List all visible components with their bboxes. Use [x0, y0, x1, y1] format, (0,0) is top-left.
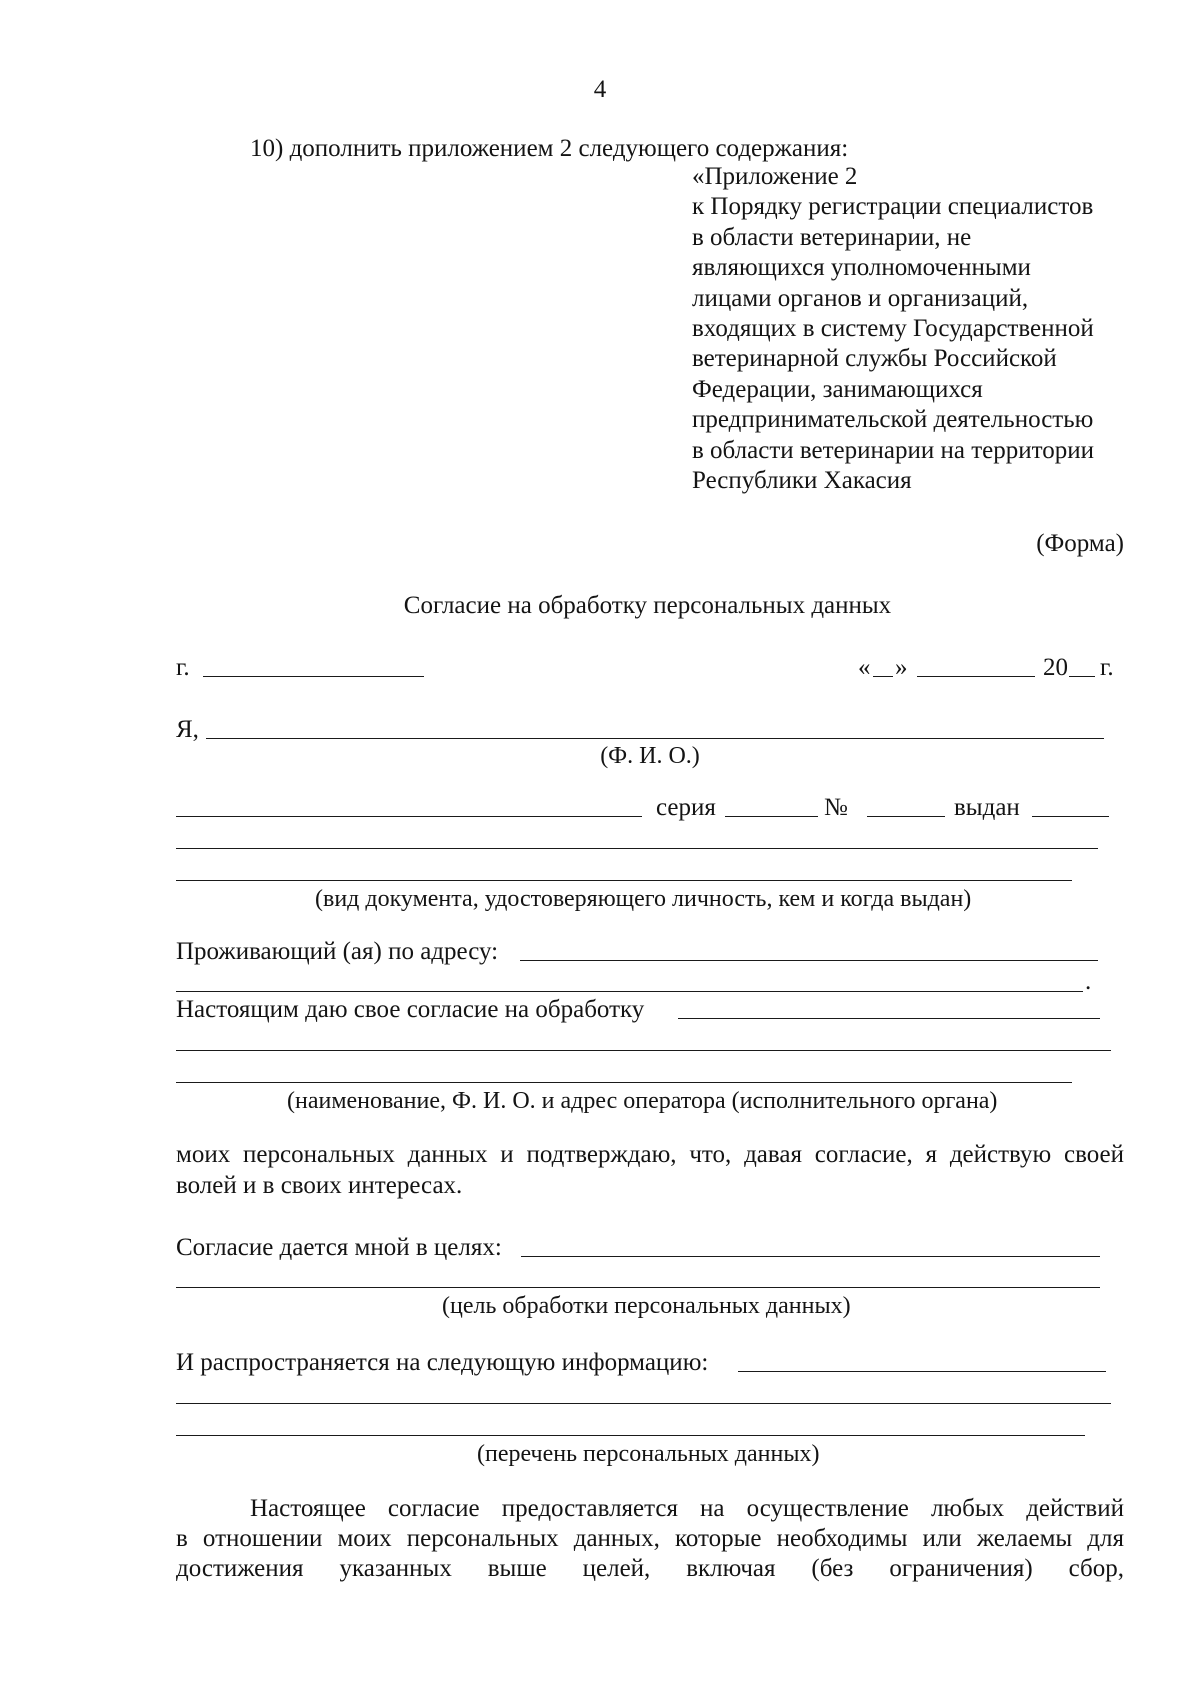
issued-label: выдан	[954, 794, 1020, 821]
date-year-prefix: 20	[1043, 654, 1068, 681]
series-field[interactable]	[725, 816, 818, 817]
operator-field[interactable]	[678, 1018, 1100, 1019]
date-open-quote: «	[858, 654, 871, 681]
issued-by-field-line-2[interactable]	[176, 880, 1072, 881]
i-label: Я,	[176, 716, 199, 743]
appendix-line: «Приложение 2	[692, 163, 858, 190]
date-month-field[interactable]	[917, 676, 1035, 677]
purpose-caption: (цель обработки персональных данных)	[442, 1293, 851, 1319]
series-label: серия	[656, 794, 716, 821]
own-data-line-1: моих персональных данных и подтверждаю, что, давая согласие, я действую своей	[176, 1141, 1124, 1168]
operator-field-line-2[interactable]	[176, 1050, 1111, 1051]
scope-caption: (перечень персональных данных)	[477, 1441, 820, 1467]
final-line-3: достижения указанных выше целей, включая (без ограничения) сбор,	[176, 1555, 1124, 1582]
date-day-field[interactable]	[873, 676, 893, 677]
address-end-period: .	[1085, 968, 1092, 995]
address-field[interactable]	[520, 960, 1098, 961]
appendix-line: Республики Хакасия	[692, 467, 912, 495]
purpose-field[interactable]	[521, 1256, 1100, 1257]
appendix-line: к Порядку регистрации специалистов	[692, 193, 1094, 221]
form-title: Согласие на обработку персональных данных	[403, 592, 892, 619]
amendment-item-text: 10) дополнить приложением 2 следующего содержания:	[250, 135, 849, 162]
number-label: №	[824, 794, 848, 821]
residing-label: Проживающий (ая) по адресу:	[176, 938, 499, 965]
consent-to-label: Настоящим даю свое согласие на обработку	[176, 996, 645, 1023]
id-document-caption: (вид документа, удостоверяющего личность, кем и когда выдан)	[315, 886, 972, 912]
fio-field[interactable]	[206, 738, 1104, 739]
purpose-label: Согласие дается мной в целях:	[176, 1234, 502, 1261]
scope-field[interactable]	[738, 1371, 1106, 1372]
appendix-line: являющихся уполномоченными	[692, 254, 1031, 282]
fio-caption: (Ф. И. О.)	[600, 743, 700, 769]
address-field-line-2[interactable]	[176, 991, 1083, 992]
date-year-field[interactable]	[1069, 676, 1095, 677]
final-line-2: в отношении моих персональных данных, которые необходимы или желаемы для	[176, 1525, 1124, 1552]
appendix-line: ветеринарной службы Российской	[692, 345, 1057, 373]
city-prefix: г.	[176, 654, 190, 681]
own-data-line-2: волей и в своих интересах.	[176, 1172, 463, 1199]
city-field[interactable]	[203, 676, 424, 677]
scope-field-line-3[interactable]	[176, 1435, 1085, 1436]
issued-field[interactable]	[1032, 816, 1109, 817]
date-close-quote: »	[895, 654, 908, 681]
purpose-field-line-2[interactable]	[176, 1287, 1100, 1288]
page-number: 4	[593, 76, 607, 103]
issued-by-field-line-1[interactable]	[176, 848, 1098, 849]
appendix-line: входящих в систему Государственной	[692, 315, 1094, 343]
operator-field-line-3[interactable]	[176, 1082, 1072, 1083]
id-document-field[interactable]	[176, 816, 642, 817]
date-year-suffix: г.	[1100, 654, 1114, 681]
appendix-header	[692, 162, 1162, 496]
scope-field-line-2[interactable]	[176, 1403, 1111, 1404]
number-field[interactable]	[867, 816, 945, 817]
appendix-line: Федерации, занимающихся	[692, 375, 983, 403]
operator-caption: (наименование, Ф. И. О. и адрес оператора (исполнительного органа)	[287, 1088, 998, 1114]
appendix-line: в области ветеринарии на территории	[692, 436, 1094, 464]
appendix-line: предпринимательской деятельностью	[692, 406, 1094, 434]
appendix-line: лицами органов и организаций,	[692, 284, 1029, 312]
form-label: (Форма)	[1036, 530, 1124, 557]
appendix-line: в области ветеринарии, не	[692, 223, 972, 251]
final-line-1: Настоящее согласие предоставляется на осуществление любых действий	[250, 1495, 1124, 1522]
scope-label: И распространяется на следующую информацию:	[176, 1349, 709, 1376]
